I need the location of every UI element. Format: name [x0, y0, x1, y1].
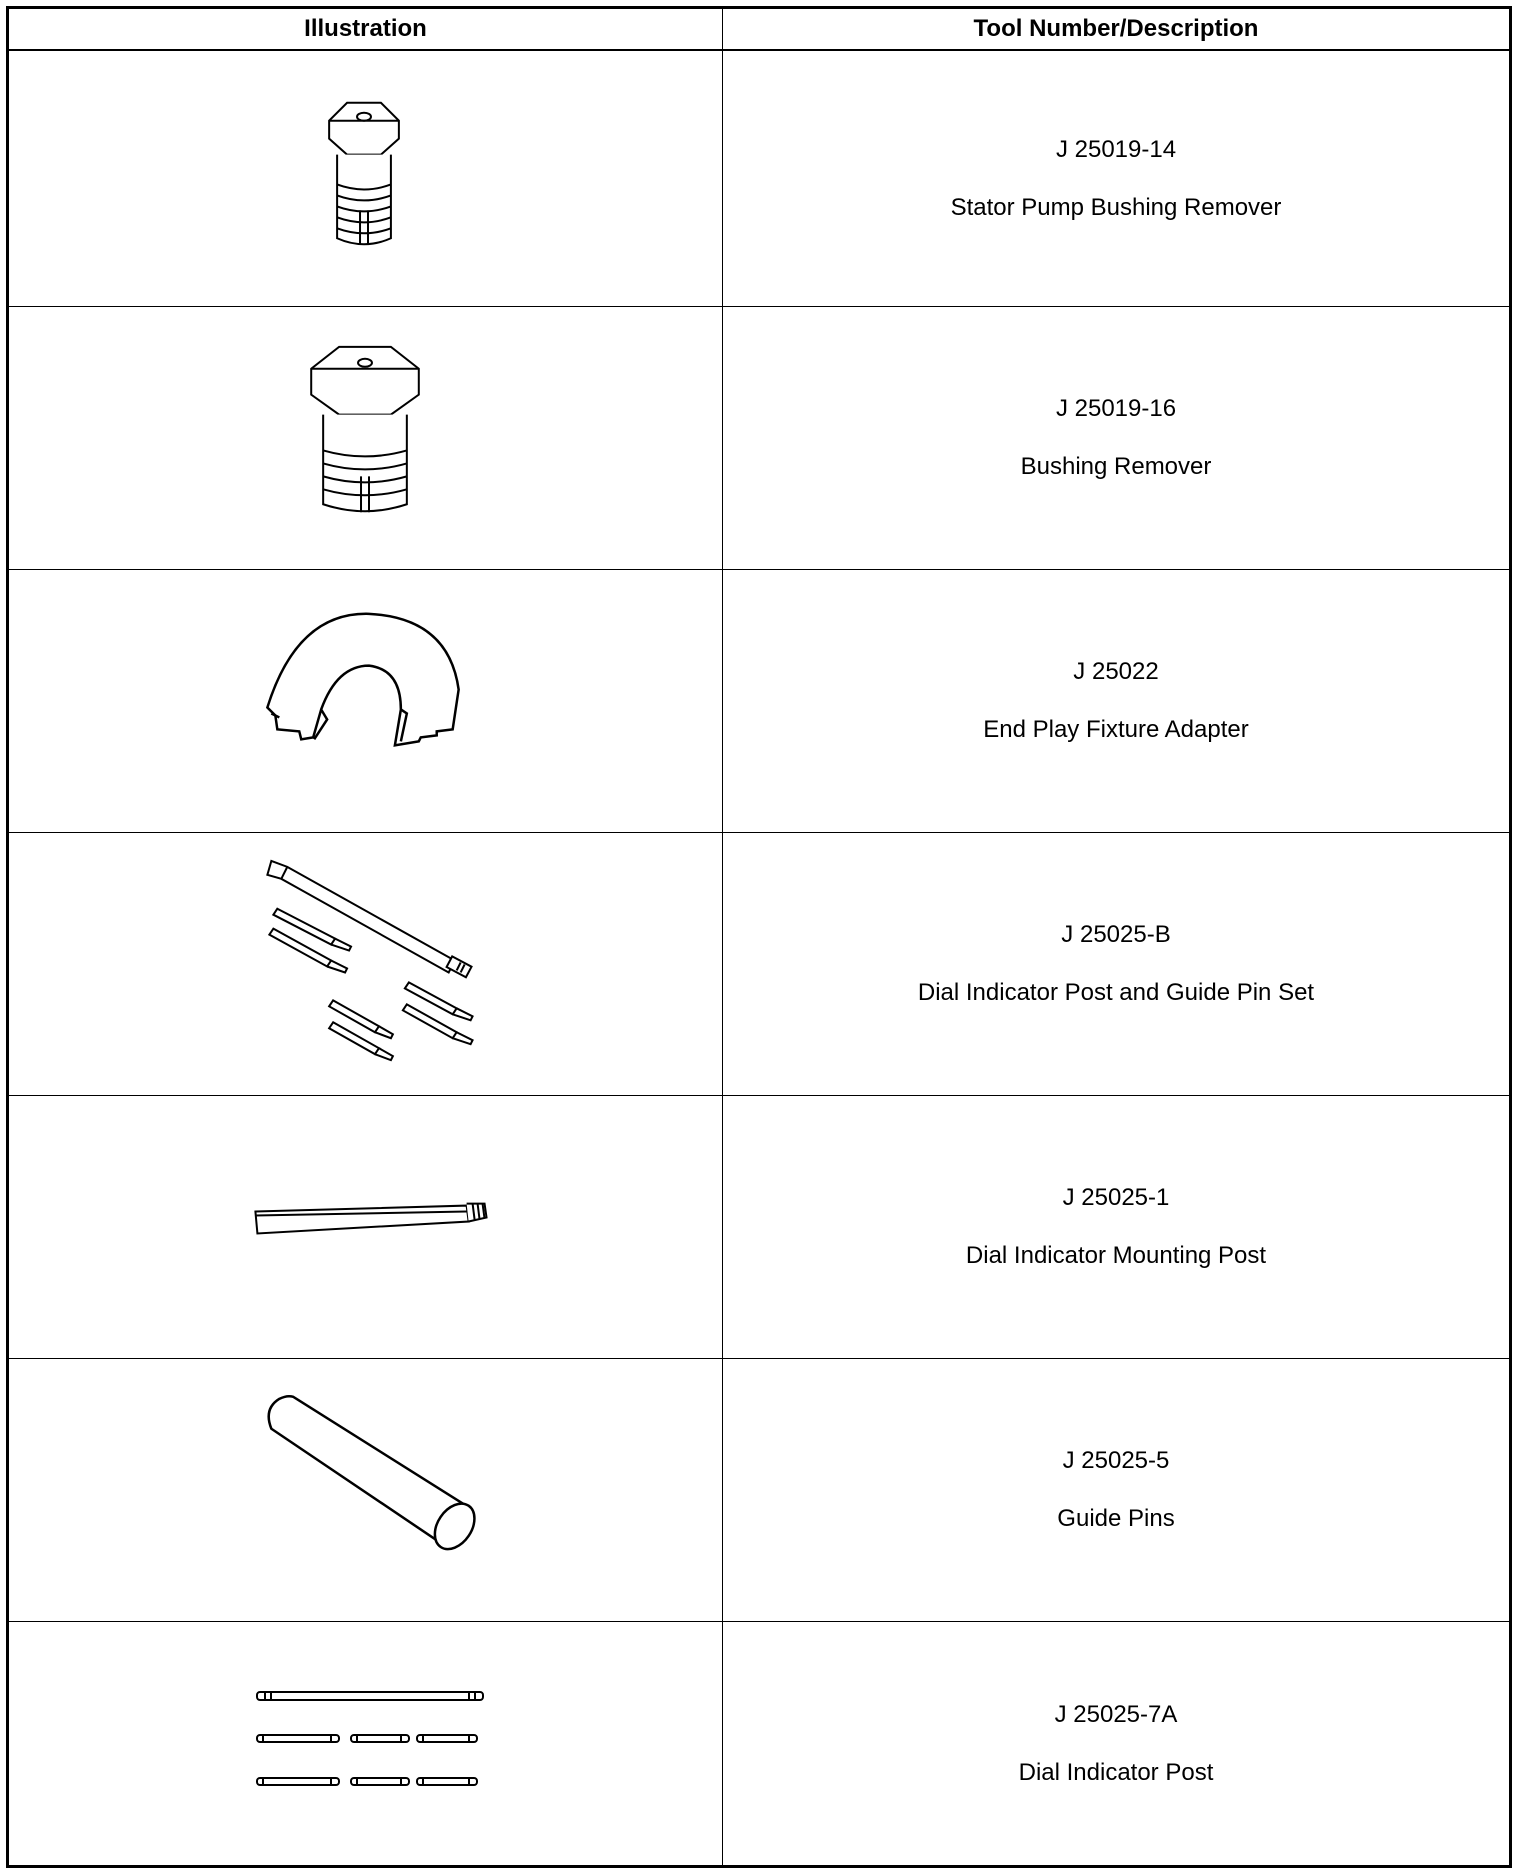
table-row	[9, 1359, 1509, 1622]
illustration-cell	[9, 570, 722, 832]
table-row	[9, 1622, 1509, 1865]
mounting-post-icon	[9, 1096, 722, 1358]
large-hex-bushing-remover-icon	[9, 307, 722, 569]
tool-number: J 25019-16	[1055, 395, 1177, 422]
tool-description-cell	[722, 833, 1509, 1095]
illustration-column-header: Illustration	[304, 15, 427, 42]
tool-description-cell	[722, 51, 1509, 306]
illustration-cell	[9, 1622, 722, 1865]
small-hex-bushing-remover-icon	[9, 51, 722, 306]
dial-indicator-posts-icon	[9, 1622, 722, 1865]
table-row	[9, 51, 1509, 307]
tool-description-cell	[722, 307, 1509, 569]
illustration-cell	[9, 1096, 722, 1358]
table-row	[9, 307, 1509, 570]
tool-description: End Play Fixture Adapter	[983, 716, 1249, 743]
tool-number: J 25022	[1073, 658, 1159, 685]
tool-number: J 25025-1	[1062, 1184, 1170, 1211]
table-row	[9, 570, 1509, 833]
tool-description: Guide Pins	[1057, 1505, 1175, 1532]
tool-number: J 25025-5	[1062, 1447, 1170, 1474]
tool-description-cell	[722, 570, 1509, 832]
guide-pin-cylinder-icon	[9, 1359, 722, 1621]
tool-table	[6, 6, 1512, 1868]
tool-description: Dial Indicator Post	[1018, 1758, 1214, 1786]
illustration-cell	[9, 833, 722, 1095]
tool-description: Stator Pump Bushing Remover	[950, 193, 1282, 221]
table-row	[9, 833, 1509, 1096]
illustration-cell	[9, 1359, 722, 1621]
illustration-cell	[9, 307, 722, 569]
tool-column-header: Tool Number/Description	[722, 9, 1509, 49]
tool-description-cell	[722, 1359, 1509, 1621]
tool-number: J 25025-7A	[1054, 1700, 1178, 1728]
horseshoe-adapter-icon	[9, 570, 722, 832]
tool-description-cell	[722, 1622, 1509, 1865]
tool-description: Dial Indicator Post and Guide Pin Set	[917, 979, 1315, 1006]
tool-description: Bushing Remover	[1020, 453, 1212, 480]
post-and-pin-set-icon	[9, 833, 722, 1095]
tool-number: J 25025-B	[1061, 921, 1171, 948]
table-header	[9, 9, 1509, 51]
tool-description: Dial Indicator Mounting Post	[965, 1242, 1267, 1269]
tool-number: J 25019-14	[1055, 135, 1177, 163]
illustration-cell	[9, 51, 722, 306]
tool-description-cell	[722, 1096, 1509, 1358]
table-row	[9, 1096, 1509, 1359]
